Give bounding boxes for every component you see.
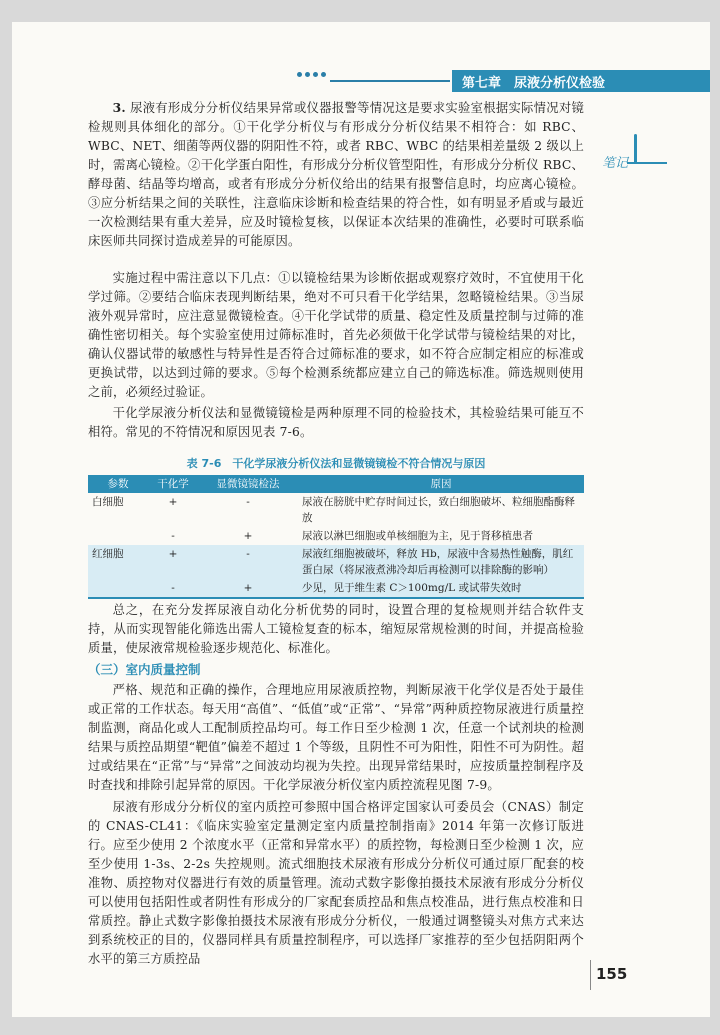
page-number-rule <box>590 960 591 990</box>
chapter-tab: 第七章 尿液分析仪检验 <box>452 70 710 92</box>
cell-param: 白细胞 <box>92 496 124 508</box>
notes-label: 笔记 <box>602 156 629 171</box>
cell-param <box>88 527 148 545</box>
paragraph-4-text: 总之，在充分发挥尿液自动化分析优势的同时，设置合理的复检规则并结合软件支持，从而实现智能化筛选出需人工镜检复查的标本，缩短尿常规检测的时间，并提高检验质量，使尿液常规检验逐步规范化、标准化。 <box>88 603 584 655</box>
notes-underline <box>627 162 667 164</box>
table-caption: 表 7-6 干化学尿液分析仪法和显微镜镜检不符合情况与原因 <box>186 457 486 470</box>
cell-dry-chem: - <box>148 579 198 598</box>
cell-reason: 尿液红细胞被破坏，释放 Hb，尿液中含易热性触酶，肌红蛋白尿（将尿液煮沸冷却后再检测可以排除酶的影响） <box>298 545 584 579</box>
paragraph-5 <box>88 681 584 795</box>
header-rule <box>330 80 450 82</box>
page-number: 155 <box>596 965 628 983</box>
paragraph-2-text: 实施过程中需注意以下几点：①以镜检结果为诊断依据或观察疗效时，不宜使用干化学过筛。②要结合临床表现判断结果，绝对不可只看干化学结果，忽略镜检结果。③当尿液外观异常时，应注意显微镜检查。④干化学试带的质量、稳定性及质量控制与过筛的准确性密切相关。每个实验室使用过筛标准时，首先必须做干化学试带与镜检结果的对比，确认仪器试带的敏感性与特异性是否符合过筛标准的要求，如不符合应制定相应的标准或更换试带，以达到过筛的要求。⑤每个检测系统都应建立自己的筛选标准。筛选规则使用之前，必须经过验证。 <box>88 271 584 399</box>
paragraph-6-text: 尿液有形成分分析仪的室内质控可参照中国合格评定国家认可委员会（CNAS）制定的 CNAS-CL41：《临床实验室定量测定室内质量控制指南》2014 年第一次修订版进行。应至少使用 2 个浓度水平（正常和异常水平）的质控物，每检测日至少检测 1 次，应至少使用 1-3s、2-2s 失控规则。流式细胞技术尿液有形成分分析仪可通过原厂配套的校准物、质控物对仪器进行有效的质量管理。流动式数字影像拍摄技术尿液有形成分分析仪可以使用包括阳性或者阴性有形成分的厂家配套质控品和焦点校准品，进行焦点校准和日常质控。静止式数字影像拍摄技术尿液有形成分分析仪，一般通过调整镜头对焦方式来达到系统校正的目的，仪器同样具有质量控制程序，可以选择厂家推荐的至少包括阴阳两个水平的第三方质控品 <box>88 800 584 966</box>
paragraph-2 <box>88 269 584 402</box>
paragraph-6 <box>88 798 584 969</box>
cell-dry-chem: - <box>171 530 175 542</box>
paragraph-5-text: 严格、规范和正确的操作，合理地应用尿液质控物，判断尿液干化学仪是否处于最佳或正常的工作状态。每天用“高值”、“低值”或“正常”、“异常”两种质控物尿液进行质量控制监测，商品化或人工配制质控品均可。每工作日至少检测 1 次，任意一个试剂块的检测结果与质控品期望“靶值”偏差不超过 1 个等级，且阴性不可为阳性，阳性不可为阴性。超过或结果在“正常”与“异常”之间波动均视为失控。出现异常结果时，应按质量控制程序及时查找和排除引起异常的原因。干化学尿液分析仪室内质控流程见图 7-9。 <box>88 683 584 792</box>
paragraph-4 <box>88 601 584 658</box>
paragraph-3-text: 干化学尿液分析仪法和显微镜镜检是两种原理不同的检验技术，其检验结果可能互不相符。常见的不符情况和原因见表 7-6。 <box>88 406 584 439</box>
header-cell: 干化学 <box>148 475 198 493</box>
cell-dry-chem: + <box>168 496 178 508</box>
cell-reason: 尿液在膀胱中贮存时间过长，致白细胞破坏、粒细胞酯酶释放 <box>302 496 575 524</box>
header-dots-decoration <box>297 72 326 77</box>
table-row <box>88 493 584 527</box>
cell-microscopy: + <box>198 579 298 598</box>
cell-dry-chem: + <box>148 545 198 579</box>
header-cell: 显微镜镜检法 <box>198 475 298 493</box>
table-row <box>88 527 584 545</box>
table-row <box>88 579 584 598</box>
item-number: 3. <box>112 100 126 115</box>
cell-param <box>88 579 148 598</box>
comparison-table <box>88 475 584 599</box>
cell-microscopy: - <box>246 496 250 508</box>
cell-reason: 少见，见于维生素 C＞100mg/L 或试带失效时 <box>298 579 584 598</box>
header-cell: 参数 <box>88 475 148 493</box>
paragraph-1 <box>88 98 584 251</box>
cell-param: 红细胞 <box>88 545 148 579</box>
table-header-row <box>88 475 584 493</box>
header-cell: 原因 <box>298 475 584 493</box>
cell-microscopy: + <box>243 530 253 542</box>
cell-reason: 尿液以淋巴细胞或单核细胞为主，见于肾移植患者 <box>302 530 533 542</box>
paragraph-1-text: 尿液有形成分分析仪结果异常或仪器报警等情况这是要求实验室根据实际情况对镜检规则具体细化的部分。①干化学分析仪与有形成分分析仪结果不相符合：如 RBC、WBC、NET、细菌等两仪器的阴阳性不符，或者 RBC、WBC 的结果相差量级 2 级以上时，需离心镜检。②干化学蛋白阳性，有形成分分析仪管型阳性，有形成分分析仪 RBC、酵母菌、结晶等均增高，或者有形成分分析仪给出的结果有报警信息时，均应离心镜检。③应分析结果之间的关联性，注意临床诊断和检查结果的符合性，如有明显矛盾或与最近一次检测结果有重大差异，应及时镜检复核，以保证本次结果的准确性，必要时可联系临床医师共同探讨造成差异的可能原因。 <box>88 101 585 248</box>
cell-microscopy: - <box>198 545 298 579</box>
table-row <box>88 545 584 579</box>
section-heading: （三）室内质量控制 <box>88 662 201 677</box>
notes-pen-icon <box>634 134 637 164</box>
paragraph-3 <box>88 404 584 442</box>
